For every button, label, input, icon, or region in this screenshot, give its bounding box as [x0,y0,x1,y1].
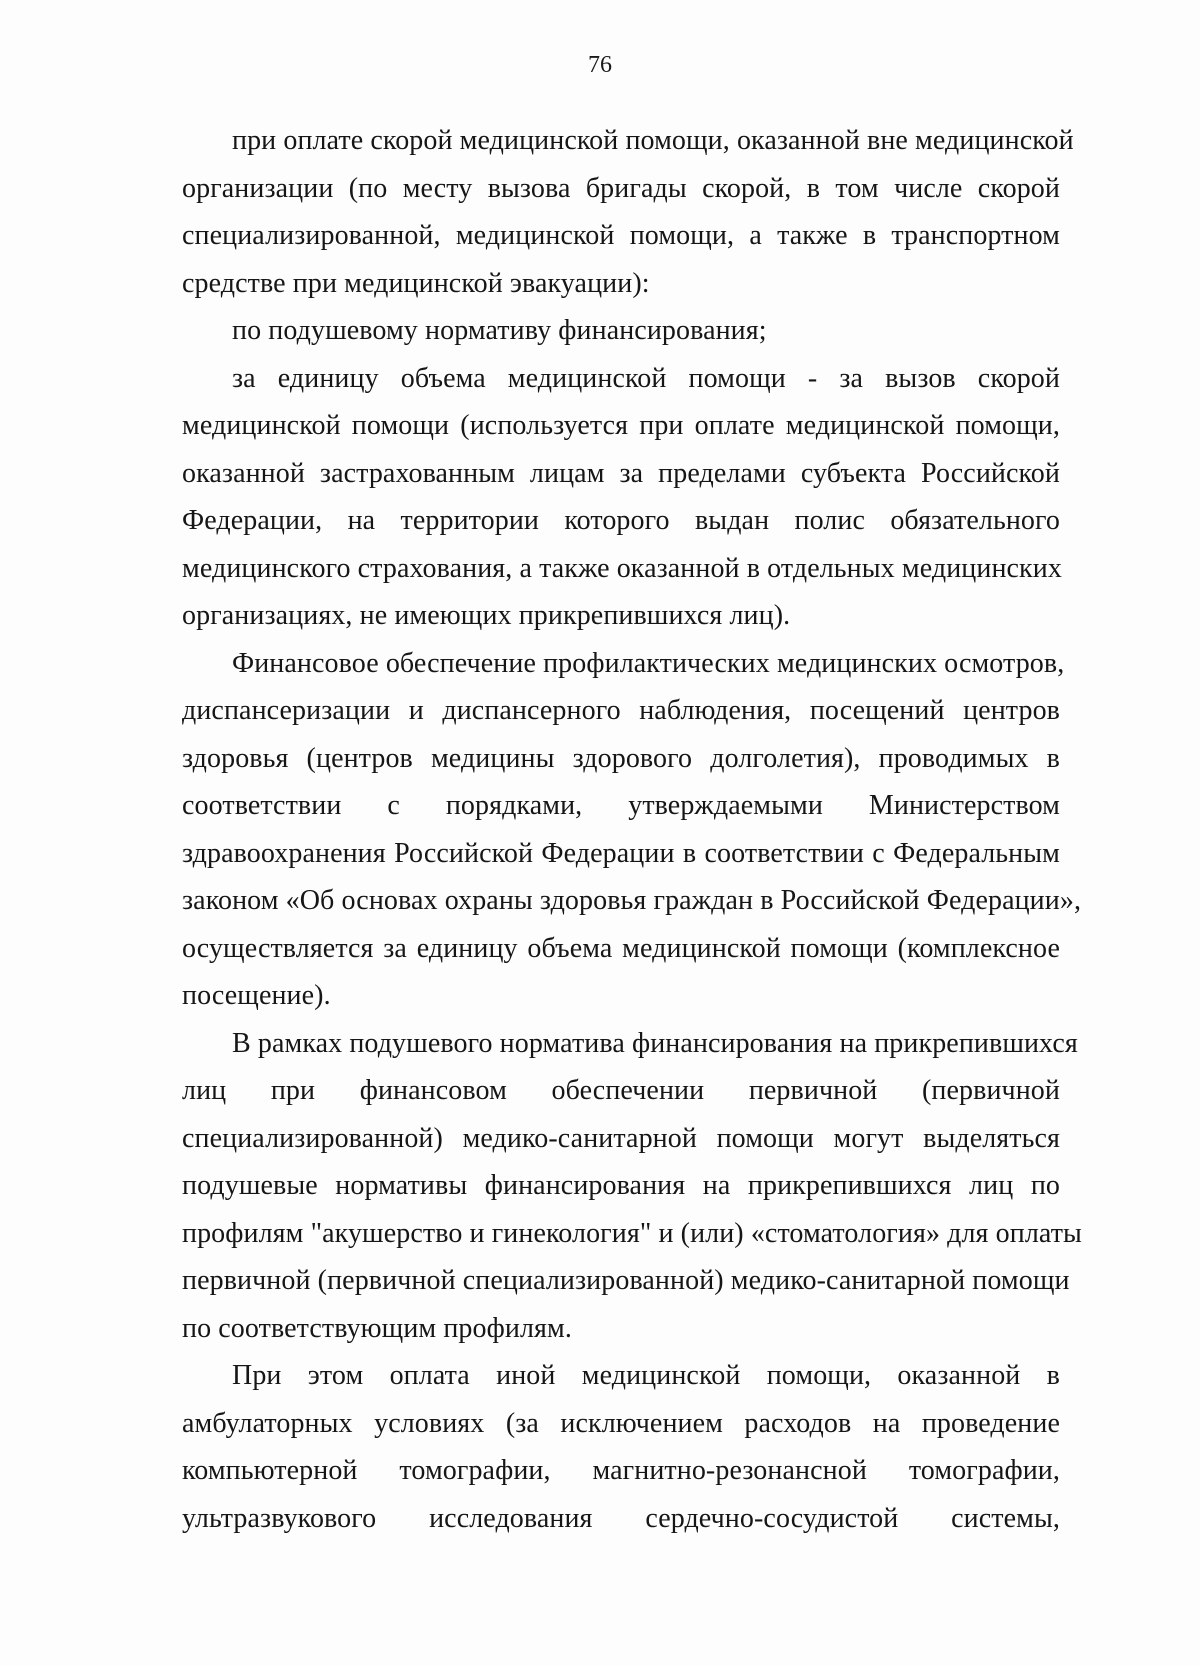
text-line: по подушевому нормативу финансирования; [232,315,767,346]
text-line: организации (по месту вызова бригады скорой, в том числе скорой [182,172,1060,204]
text-line: Федерации, на территории которого выдан полис обязательного [182,505,1060,536]
text-line: специализированной, медицинской помощи, а также в транспортном [182,220,1060,251]
text-line: амбулаторных условиях (за исключением расходов на проведение [182,1407,1060,1439]
text-line: ультразвукового исследования сердечно-сосудистой системы, [182,1502,1060,1534]
text-line: При этом оплата иной медицинской помощи, оказанной в [232,1360,1060,1391]
text-line: за единицу объема медицинской помощи - за вызов скорой [232,362,1060,394]
text-line: соответствии с порядками, утверждаемыми Министерством [182,790,1060,821]
page-number: 76 [588,52,612,78]
text-line: диспансеризации и диспансерного наблюдения, посещений центров [182,695,1060,726]
text-line: законом «Об основах охраны здоровья граждан в Российской Федерации», [182,885,1082,916]
text-line: лиц при финансовом обеспечении первичной (первичной [182,1075,1060,1106]
text-line: средстве при медицинской эвакуации): [182,267,650,299]
text-line: оказанной застрахованным лицам за пределами субъекта Российской [182,457,1060,489]
text-line: первичной (первичной специализированной) медико-санитарной помощи [182,1265,1070,1296]
text-line: В рамках подушевого норматива финансирования на прикрепившихся [232,1027,1078,1059]
text-line: здравоохранения Российской Федерации в соответствии с Федеральным [182,837,1060,869]
text-line: организациях, не имеющих прикрепившихся лиц). [182,600,791,631]
document-body [182,117,1082,1542]
text-line: компьютерной томографии, магнитно-резонансной томографии, [182,1455,1060,1486]
text-line: подушевые нормативы финансирования на прикрепившихся лиц по [182,1170,1060,1201]
text-line: медицинского страхования, а также оказанной в отдельных медицинских [182,552,1062,584]
text-line: посещение). [182,980,331,1011]
text-line: медицинской помощи (используется при оплате медицинской помощи, [182,410,1060,441]
text-line: профилям "акушерство и гинекология" и (или) «стоматология» для оплаты [182,1217,1082,1249]
text-line: Финансовое обеспечение профилактических медицинских осмотров, [232,647,1065,679]
text-line: осуществляется за единицу объема медицинской помощи (комплексное [182,932,1060,964]
text-line: специализированной) медико-санитарной помощи могут выделяться [182,1122,1060,1154]
text-line: при оплате скорой медицинской помощи, оказанной вне медицинской [232,125,1074,156]
text-line: по соответствующим профилям. [182,1312,572,1344]
text-line: здоровья (центров медицины здорового долголетия), проводимых в [182,742,1060,774]
